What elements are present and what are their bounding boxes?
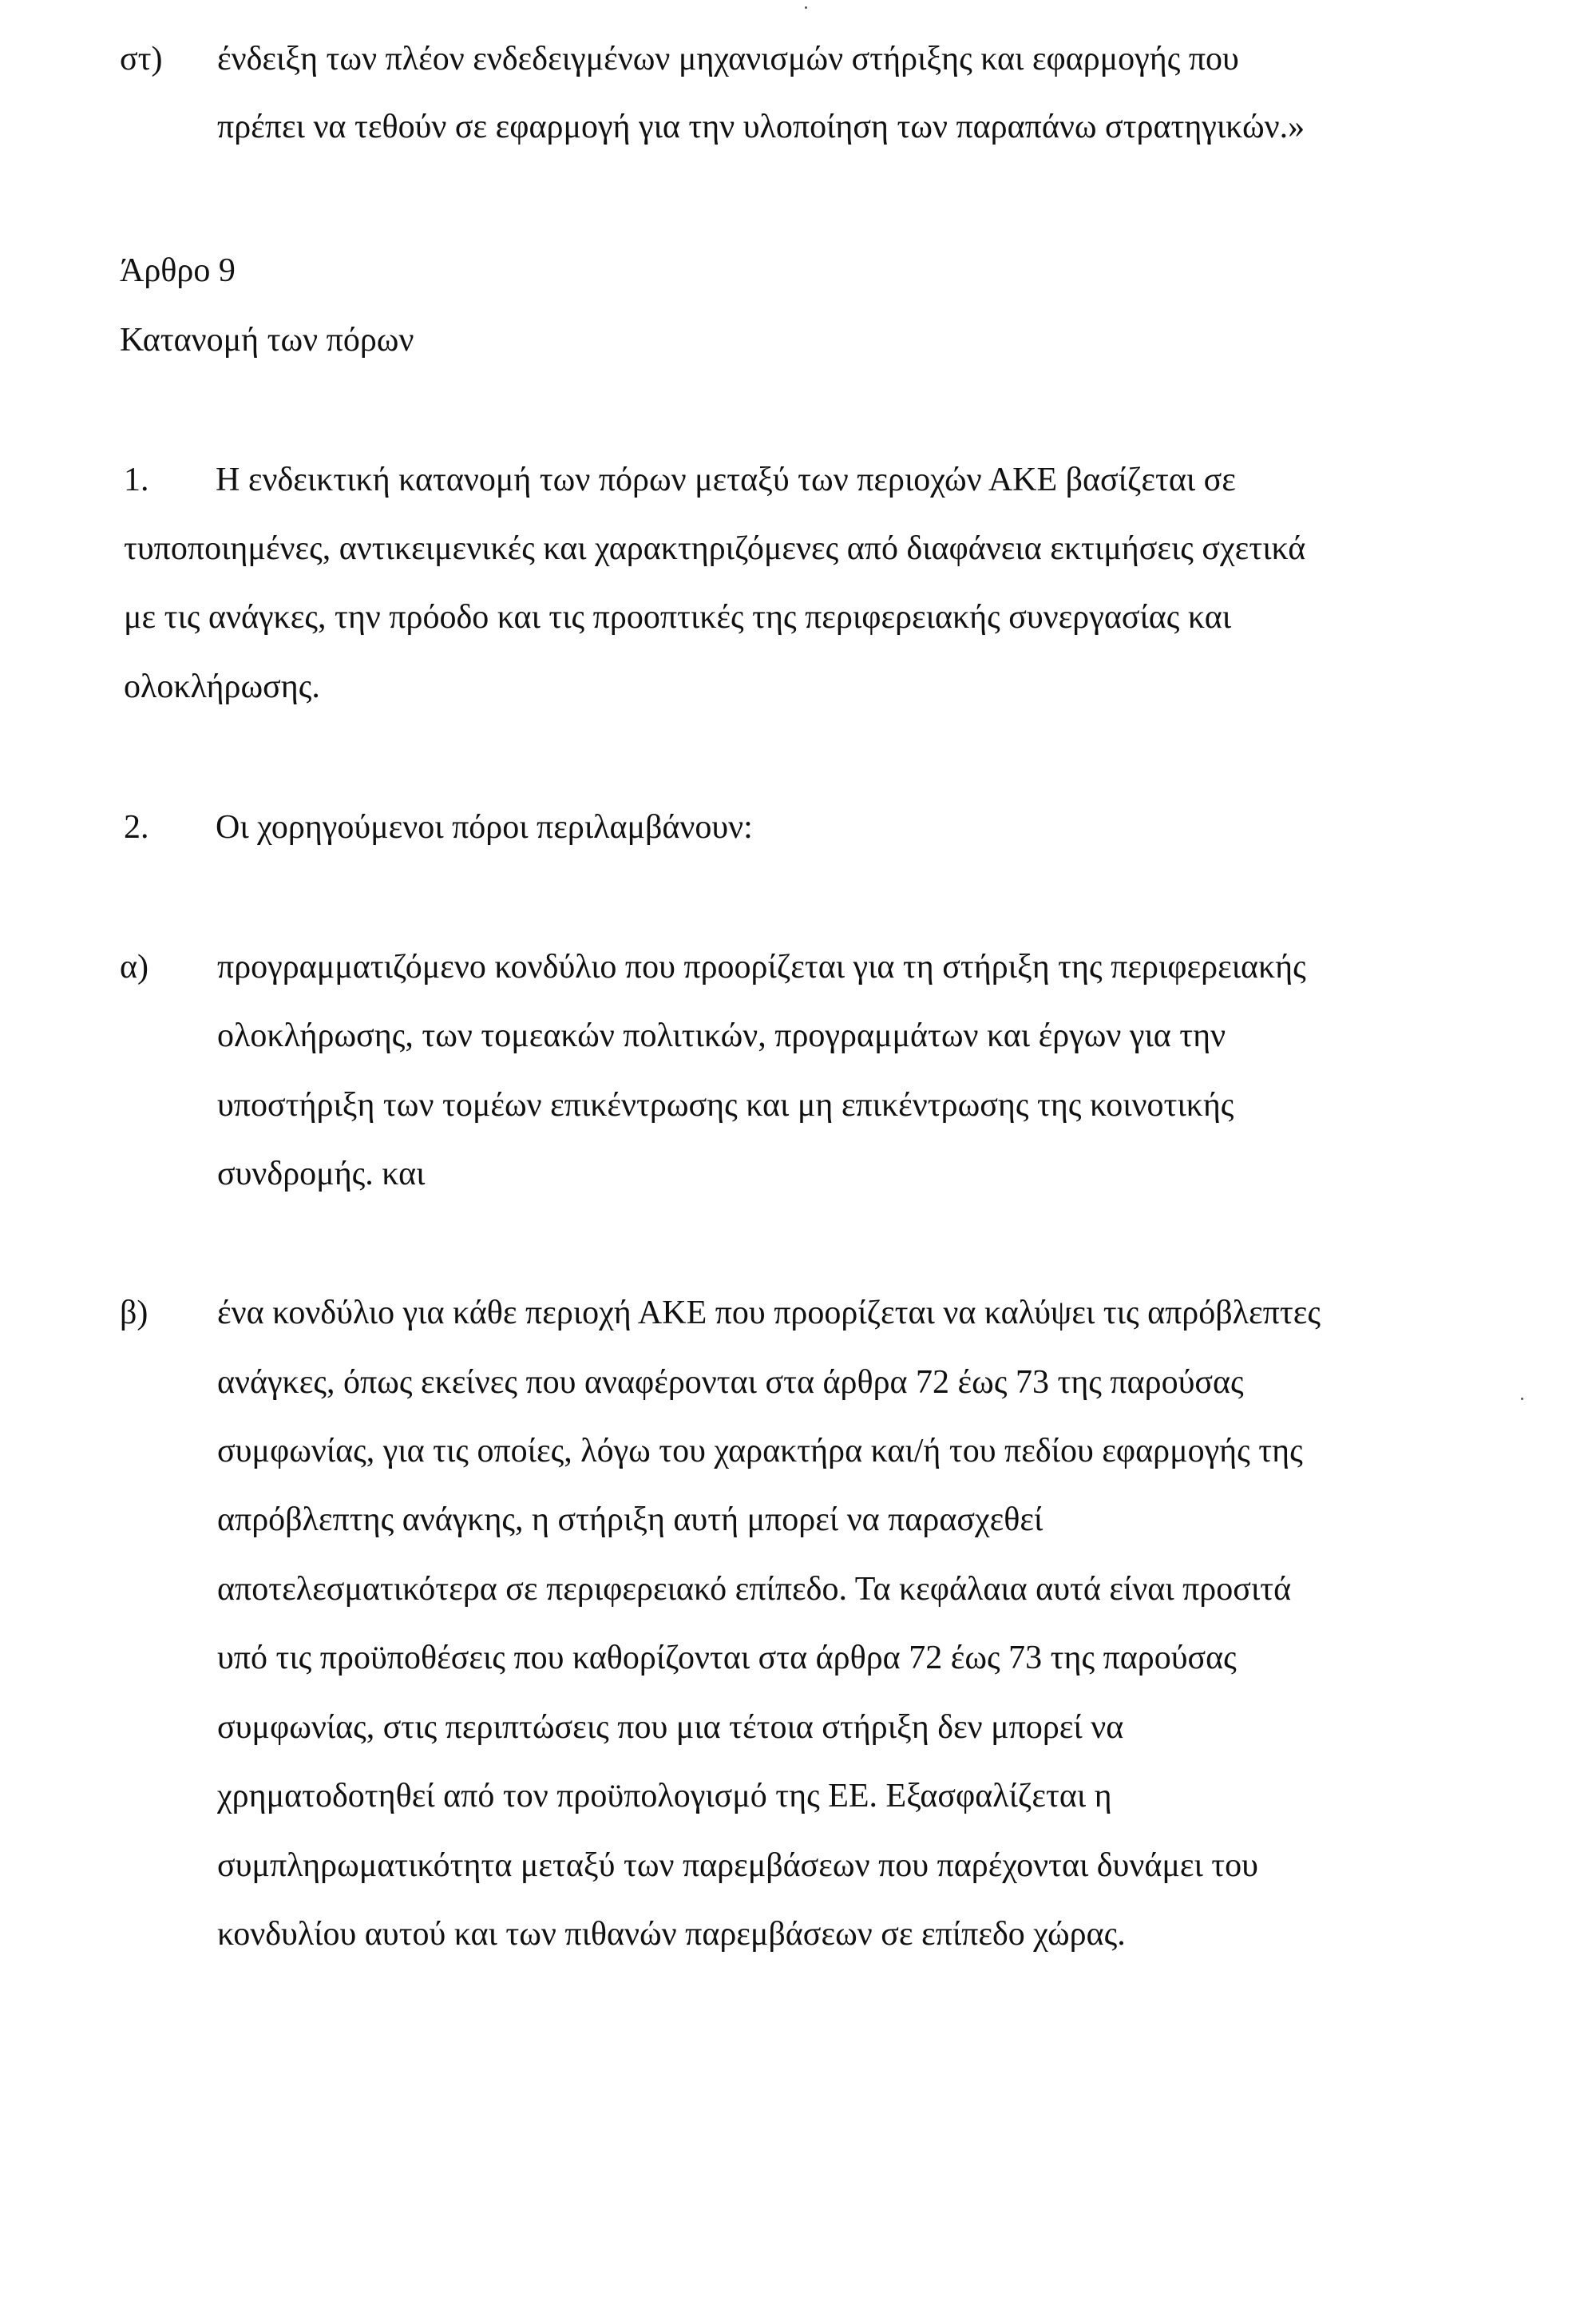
item-b-line-5: αποτελεσματικότερα σε περιφερειακό επίπεδο. Τα κεφάλαια αυτά είναι προσιτά [217,1571,1292,1608]
scan-speck [805,6,807,9]
item-b-line-2: ανάγκες, όπως εκείνες που αναφέρονται στα άρθρα 72 έως 73 της παρούσας [217,1364,1244,1401]
para-2-marker: 2. [124,809,149,846]
article-number: Άρθρο 9 [120,252,236,289]
para-1-line-4: ολοκλήρωσης. [124,668,320,705]
item-a-marker: α) [120,949,149,986]
item-b-line-1: ένα κονδύλιο για κάθε περιοχή ΑΚΕ που προορίζεται να καλύψει τις απρόβλεπτες [217,1295,1321,1331]
item-b-line-10: κονδυλίου αυτού και των πιθανών παρεμβάσεων σε επίπεδο χώρας. [217,1916,1126,1953]
item-st-line-1: ένδειξη των πλέον ενδεδειγμένων μηχανισμών στήριξης και εφαρμογής που [217,41,1239,77]
para-1-line-2: τυποποιημένες, αντικειμενικές και χαρακτηριζόμενες από διαφάνεια εκτιμήσεις σχετικά [124,530,1306,567]
para-2-line-1: Οι χορηγούμενοι πόροι περιλαμβάνουν: [216,809,753,846]
item-a-line-2: ολοκλήρωσης, των τομεακών πολιτικών, προγραμμάτων και έργων για την [217,1017,1226,1054]
item-b-line-3: συμφωνίας, για τις οποίες, λόγω του χαρακτήρα και/ή του πεδίου εφαρμογής της [217,1433,1303,1469]
item-b-line-9: συμπληρωματικότητα μεταξύ των παρεμβάσεων που παρέχονται δυνάμει του [217,1847,1258,1884]
item-b-marker: β) [120,1295,149,1331]
article-title: Κατανομή των πόρων [120,322,414,359]
item-a-line-1: προγραμματιζόμενο κονδύλιο που προορίζεται για τη στήριξη της περιφερειακής [217,949,1306,986]
item-st-line-2: πρέπει να τεθούν σε εφαρμογή για την υλοποίηση των παραπάνω στρατηγικών.» [217,109,1305,145]
item-b-line-4: απρόβλεπτης ανάγκης, η στήριξη αυτή μπορεί να παρασχεθεί [217,1501,1043,1538]
item-a-line-3: υποστήριξη των τομέων επικέντρωσης και μη επικέντρωσης της κοινοτικής [217,1087,1234,1124]
para-1-marker: 1. [124,462,149,498]
para-1-line-3: με τις ανάγκες, την πρόοδο και τις προοπτικές της περιφερειακής συνεργασίας και [124,599,1232,636]
para-1-line-1: Η ενδεικτική κατανομή των πόρων μεταξύ των περιοχών ΑΚΕ βασίζεται σε [216,462,1236,498]
item-b-line-7: συμφωνίας, στις περιπτώσεις που μια τέτοια στήριξη δεν μπορεί να [217,1709,1124,1746]
item-st-marker: στ) [120,41,163,77]
item-a-line-4: συνδρομής. και [217,1156,426,1192]
item-b-line-8: χρηματοδοτηθεί από τον προϋπολογισμό της ΕΕ. Εξασφαλίζεται η [217,1778,1112,1814]
scan-speck [1521,1398,1523,1400]
item-b-line-6: υπό τις προϋποθέσεις που καθορίζονται στα άρθρα 72 έως 73 της παρούσας [217,1640,1237,1676]
